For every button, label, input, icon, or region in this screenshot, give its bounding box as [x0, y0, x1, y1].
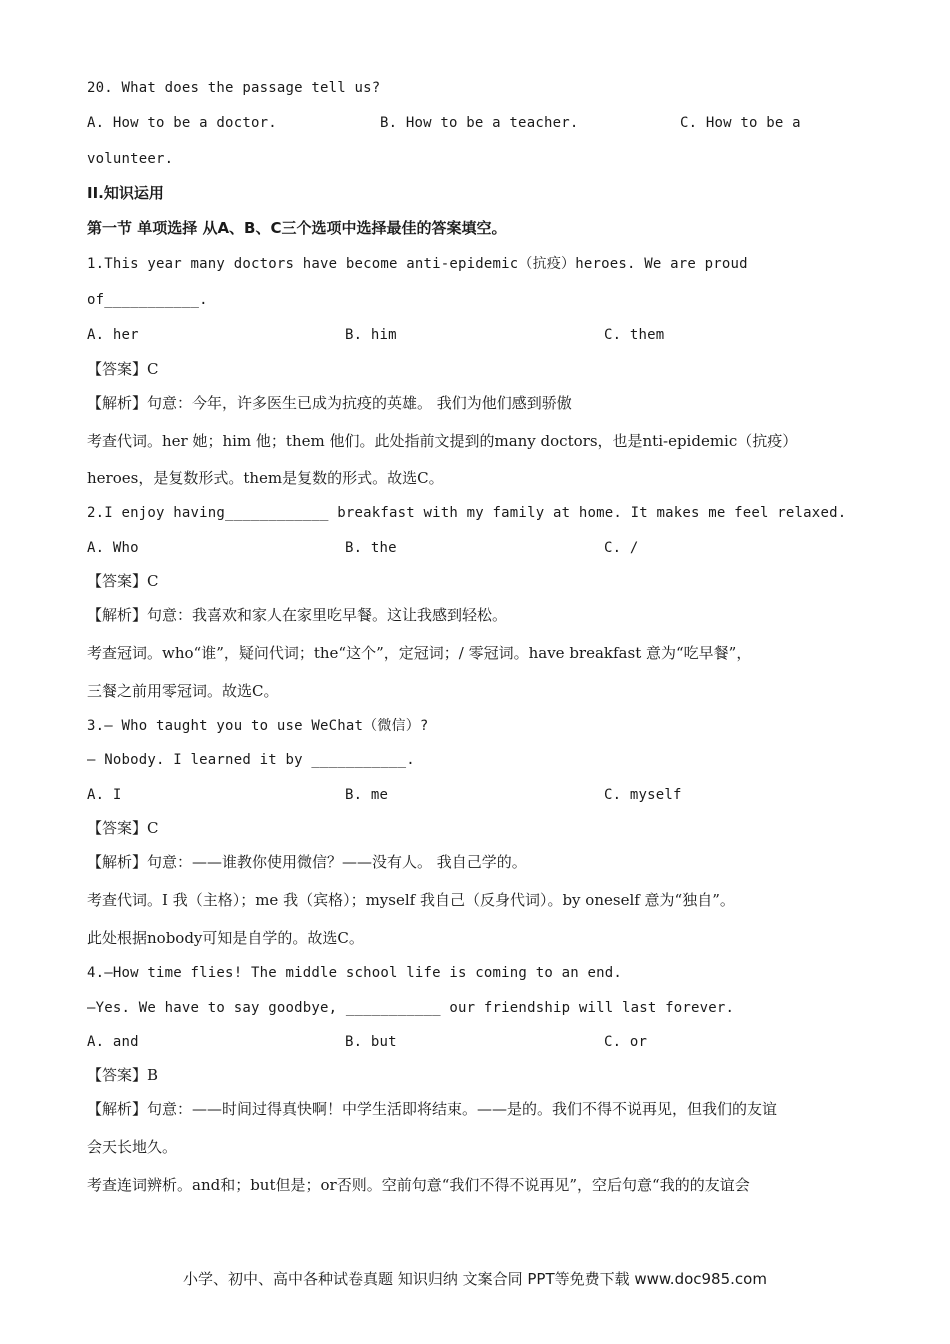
q2-option-c: C. / — [604, 540, 639, 556]
q1-answer: 【答案】C — [87, 360, 159, 378]
q1-stem-line-2: of___________. — [87, 292, 208, 308]
q1-stem-line-1: 1.This year many doctors have become anti-epidemic（抗疫）heroes. We are proud — [87, 256, 748, 272]
q2-analysis-line-2: 考查冠词。who“谁”，疑问代词；the“这个”，定冠词；/ 零冠词。have breakfast 意为“吃早餐”， — [87, 644, 752, 662]
q2-answer: 【答案】C — [87, 572, 159, 590]
q3-option-a: A. I — [87, 787, 122, 803]
q3-analysis-line-1: 【解析】句意：——谁教你使用微信？——没有人。 我自己学的。 — [87, 853, 527, 871]
q4-option-c: C. or — [604, 1034, 648, 1050]
q2-stem-line-1: 2.I enjoy having____________ breakfast with my family at home. It makes me feel relaxed. — [87, 505, 847, 521]
q1-option-b: B. him — [345, 327, 397, 343]
q2-analysis-line-3: 三餐之前用零冠词。故选C。 — [87, 682, 279, 700]
question-20-stem: 20. What does the passage tell us? — [87, 80, 381, 96]
q20-option-c-continued: volunteer. — [87, 151, 174, 167]
q4-option-b: B. but — [345, 1034, 397, 1050]
q20-option-c: C. How to be a — [680, 115, 801, 131]
q2-option-b: B. the — [345, 540, 397, 556]
section-title: II.知识运用 — [87, 184, 164, 202]
q3-analysis-line-2: 考查代词。I 我（主格）；me 我（宾格）；myself 我自己（反身代词）。by oneself 意为“独自”。 — [87, 891, 735, 909]
page-footer: 小学、初中、高中各种试卷真题 知识归纳 文案合同 PPT等免费下载 www.doc985.com — [183, 1270, 767, 1288]
q4-answer: 【答案】B — [87, 1066, 159, 1084]
q3-option-c: C. myself — [604, 787, 682, 803]
q1-analysis-line-1: 【解析】句意：今年，许多医生已成为抗疫的英雄。 我们为他们感到骄傲 — [87, 394, 572, 412]
q20-option-b: B. How to be a teacher. — [380, 115, 579, 131]
q3-stem-line-2: — Nobody. I learned it by ___________. — [87, 752, 415, 768]
q1-option-c: C. them — [604, 327, 665, 343]
q1-option-a: A. her — [87, 327, 139, 343]
q4-stem-line-2: —Yes. We have to say goodbye, ___________ our friendship will last forever. — [87, 1000, 735, 1016]
q3-option-b: B. me — [345, 787, 389, 803]
q4-stem-line-1: 4.—How time flies! The middle school life is coming to an end. — [87, 965, 622, 981]
q4-analysis-line-2: 会天长地久。 — [87, 1138, 178, 1156]
q2-analysis-line-1: 【解析】句意：我喜欢和家人在家里吃早餐。这让我感到轻松。 — [87, 606, 508, 624]
q4-analysis-line-1: 【解析】句意：——时间过得真快啊！中学生活即将结束。——是的。我们不得不说再见，但我们的友谊 — [87, 1100, 778, 1118]
q20-option-a: A. How to be a doctor. — [87, 115, 277, 131]
q4-analysis-line-3: 考查连词辨析。and和；but但是；or否则。空前句意“我们不得不说再见”，空后句意“我的的友谊会 — [87, 1176, 750, 1194]
q3-analysis-line-3: 此处根据nobody可知是自学的。故选C。 — [87, 929, 364, 947]
q1-analysis-line-3: heroes，是复数形式。them是复数的形式。故选C。 — [87, 469, 444, 487]
section-subtitle: 第一节 单项选择 从A、B、C三个选项中选择最佳的答案填空。 — [87, 219, 507, 237]
q1-analysis-line-2: 考查代词。her 她；him 他；them 他们。此处指前文提到的many doctors，也是nti-epidemic（抗疫） — [87, 432, 798, 450]
q3-stem-line-1: 3.— Who taught you to use WeChat（微信）? — [87, 718, 429, 734]
q4-option-a: A. and — [87, 1034, 139, 1050]
q2-option-a: A. Who — [87, 540, 139, 556]
q3-answer: 【答案】C — [87, 819, 159, 837]
